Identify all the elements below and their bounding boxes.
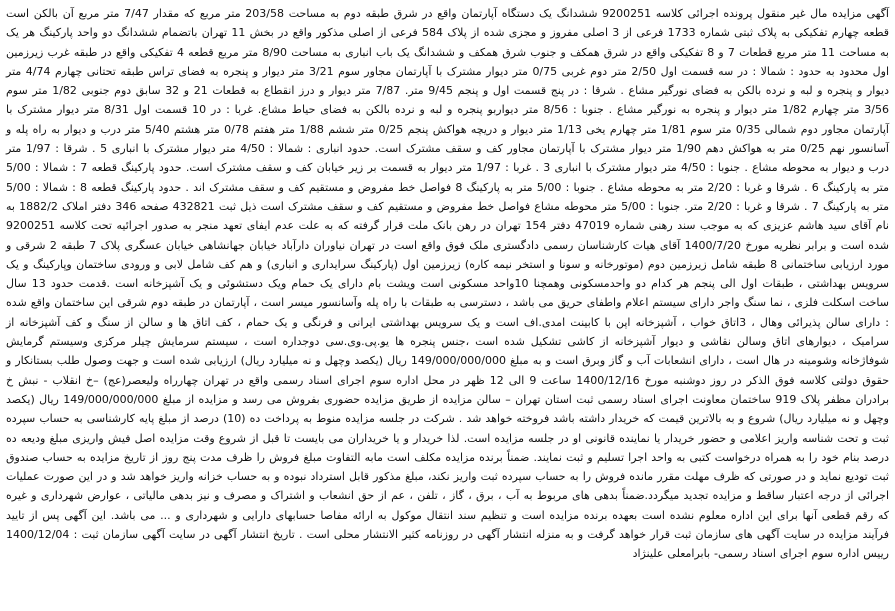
auction-notice-text: آگهی مزایده مال غیر منقول پرونده اجرائی کلاسه 9200251 ششدانگ یک دستگاه آپارتمان واقع در شرق طبقه دوم به مساحت 203/58 متر مربع که مقدار 7/47 متر مربع آن بالکن است قطعه چهارم تفکیکی به پلاک ثبتی شماره 1733 فرعی از 3 اصلی مفروز و مجزی شده از پلاک 584 فرعی از اصلی مذکور واقع در بخش 11 تهران باتضمام ششدانگ دو واحد پارکینگ هر یک به مساحت 11 متر مربع قطعات 7 و 8 تفکیکی واقع در شرق همکف و جنوب شرق همکف و ششدانگ یک باب انباری به مساحت 8/90 متر مربع قطعه 4 تفکیکی واقع در طبقه غرب زیرزمین اول محدود به حدود : شمالا : در سه قسمت اول 2/50 متر دوم غربی 0/75 متر دیوار مشترک با آپارتمان مجاور سوم 3/21 متر دیوار و پنجره به فضای تراس طبقه تحتانی چهارم 4/74 متر دیوار و پنجره و لبه و نرده بالکن به فضای نورگیر مشاع . شرقا : در پنج قسمت اول و پنجم 9/45 متر. 7/87 متر دیوار و درز انقطاع به قطعات 21 و 32 سابق دوم جنوبی 1/82 متر سوم 3/56 متر چهارم 1/82 متر دیوار و پنجره به نورگیر مشاع . جنوبا : 8/56 متر دیواربو پنجره و لبه و نرده بالکن به فضای حیاط مشاع. غربا : در 10 قسمت اول 8/31 متر دیوار مشترک با آپارتمان مجاور دوم شمالی 0/35 متر سوم 1/81 متر چهارم یخی 1/13 متر دیوار و دریچه هواکش پنجم 0/25 متر ششم 1/88 متر هفتم 0/78 متر هشتم 5/40 متر درب و دیوار به راه پله و آسانسور نهم 0/25 متر به هواکش دهم 1/90 متر دیوار مشترک با آپارتمان مجاور کف و سقف مشترک است. حدود انباری : شمالا : 4/50 متر دیوار مشترک با انباری 5 . شرقا : 1/97 متر درب و دیوار به محوطه مشاع . جنوبا : 4/50 متر دیوار مشترک با انباری 3 . غربا : 1/97 متر دیوار به قسمت بر زیر خیابان کف و سقف مشترک است. حدود پارکینگ قطعه 7 : شمالا : 5/00 متر به پارکینگ 6 . شرقا و غربا : 2/20 متر به محوطه مشاع . جنوبا : 5/00 متر به پارکینگ 8 فواصل خط مفروض و مستقیم کف و سقف مشترک اند . حدود پارکینگ قطعه 8 : شمالا : 5/00 متر به پارکینگ 7 . شرقا و غربا : 2/20 متر. جنوبا : 5/00 متر محوطه مشاع فواصل خط مفروض و مستقیم کف و سقف مشترک است ذیل ثبت 432821 صفحه 346 دفتر املاک 1882/2 به نام آقای سید هاشم عزیزی که به موجب سند رهنی شماره 47019 دفتر 154 تهران در رهن بانک ملت قرار گرفته که به علت عدم ایفای تعهد منجر به صدور اجرائیه تحت کلاسه 9200251 شده است و برابر نظریه مورخ 1400/7/20 آقای هیات کارشناسان رسمی دادگستری ملک فوق واقع است در تهران نیاوران دارآباد خیابان جهانشاهی خیابان عسگری پلاک 7 طبقه 2 شرقی و مورد ارزیابی ساختمانی 8 طبقه شامل زیرزمین دوم (موتورخانه و سونا و استخر نیمه کاره) زیرزمین اول (پارکینگ سرایداری و انباری) و هم کف شامل لابی و ورودی ساختمان وپارکینگ و یک سرویس بهداشتی ، طبقات اول الی پنجم هر کدام دو واحدمسکونی وهمچنا 10واحد مسکونی است ویشت بام دارای یک حمام ویک دستشوئی و یک آشپزخانه است .قدمت حدود 13 سال ساخت اسکلت فلزی ، نما سنگ واجر دارای سیستم اعلام واطفای حریق می باشد ، دسترسی به طبقات با راه پله وآسانسور میسر است ، آپارتمان در طبقه دوم شرقی این ساختمان واقع شده : دارای سالن پذیرائی وهال ، 3اتاق خواب ، آشپزخانه اپن با کابینت امدی.اف است و یک سرویس بهداشتی ایرانی و فرنگی و یک حمام ، کف اتاق ها و سالن از سنگ و کف آشپزخانه از سرامیک ، دیوارهای اتاق وسالن نقاشی و دیوار آشپزخانه از کاشی تشکیل شده است ،جنس پنجره ها یو.پی.وی.سی دوجداره است ، سیستم سرمایش چیلر مرکزی وسیستم گرمایش شوفاژخانه وشومینه در هال است ، دارای انشعابات آب و گاز وبرق است و به مبلغ 149/000/000/000 ریال (یکصد وچهل و نه میلیارد ریال) ارزیابی شده است و جهت وصول طلب بستانکار و حقوق دولتی کلاسه فوق الذکر در روز دوشنبه مورخ 1400/12/16 ساعت 9 الی 12 ظهر در محل اداره سوم اجرای اسناد رسمی واقع در تهران چهارراه ولیعصر(عج) –خ انقلاب - نبش خ برادران مظفر پلاک 919 ساختمان معاونت اجرای اسناد رسمی ثبت استان تهران – سالن مزایده از طریق مزایده حضوری بفروش می رسد و مزایده از مبلغ 149/000/000/000 ریال (یکصد وچهل و نه میلیارد ریال) شروع و به بالاترین قیمت که خریدار داشته باشد فروخته خواهد شد . شرکت در جلسه مزایده منوط به پرداخت ده (10) درصد از مبلغ پایه کارشناسی به حساب سپرده ثبت و تحت شناسه واریز اعلامی و حضور خریدار یا نماینده قانونی او در جلسه مزایده است. لذا خریدار و یا خریداران می بایست تا قبل از شروع وقت مزایده اصل فیش واریزی مبلغ ودیعه ده درصد بنام خود را به همراه درخواست کتبی به واحد اجرا تسلیم و ثبت نمایند. ضمناً برنده مزایده مکلف است مابه التفاوت مبلغ فروش را ظرف مدت پنج روز از تاریخ مزایده به حساب صندوق ثبت تودیع نماید و در صورتی که ظرف مهلت مقرر مانده فروش را به حساب سپرده ثبت واریز نکند، مبلغ مذکور قابل استرداد نبوده و به حساب خزانه واریز خواهد شد و در این صورت عملیات اجرائی از درجه اعتبار ساقط و مزایده تجدید میگردد.ضمناً بدهی های مربوط به آب ، برق ، گاز ، تلفن ، عم از حق انشعاب و اشتراک و مصرف و نیز بدهی مالیاتی ، عوارض شهرداری و غیره که رقم قطعی آنها برای این اداره معلوم نشده است بعهده برنده مزایده است و تنظیم سند انتقال موکول به ارائه مفاصا حسابهای دارایی و شهرداری و ... می باشد. این آگهی پس از تایید فرآیند مزایده در سایت آگهی های سازمان ثبت قرار خواهد گرفت و به منزله انتشار آگهی در روزنامه کثیر الانتشار محلی است . تاریخ انتشار آگهی در سایت آگهی سازمان ثبت : 1400/12/04 رییس اداره سوم اجرای اسناد رسمی- بابرامعلی علینژاد (6, 7, 890, 561)
